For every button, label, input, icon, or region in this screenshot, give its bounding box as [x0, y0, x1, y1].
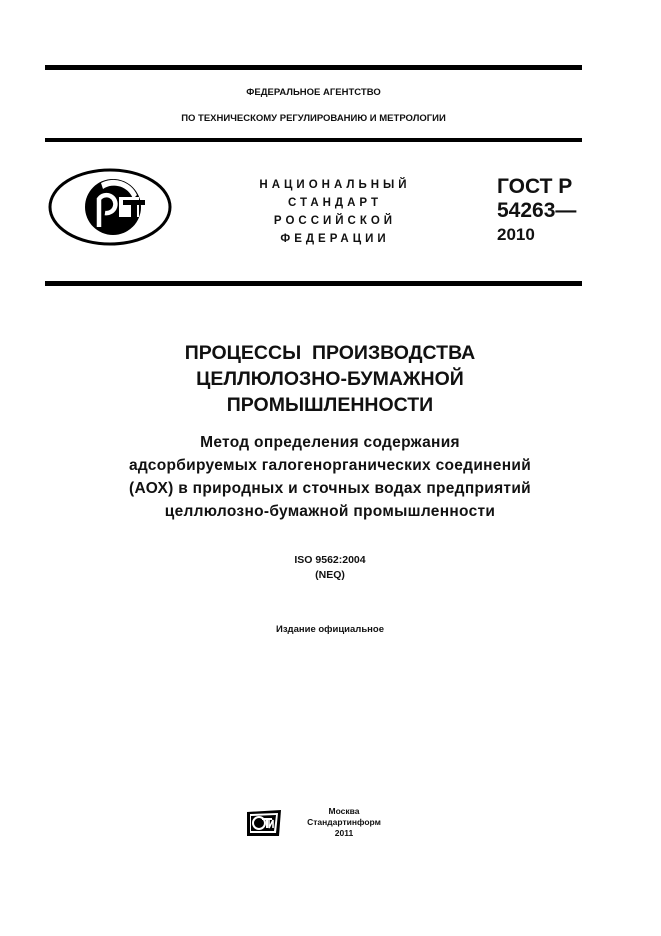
subtitle-line: адсорбируемых галогенорганических соединений	[128, 457, 532, 474]
document-subtitle	[40, 431, 620, 523]
national-standard-line: СТАНДАРТ	[288, 197, 382, 209]
subtitle-line: целлюлозно-бумажной промышленности	[164, 503, 496, 520]
agency-name-line-2: ПО ТЕХНИЧЕСКОМУ РЕГУЛИРОВАНИЮ И МЕТРОЛОГИИ	[181, 113, 446, 124]
subtitle-line: Метод определения содержания	[200, 434, 460, 451]
title-line: ПРОМЫШЛЕННОСТИ	[226, 394, 434, 416]
document-title	[45, 340, 615, 418]
publisher-year: 2011	[334, 828, 354, 838]
national-standard-line: ФЕДЕРАЦИИ	[280, 233, 390, 245]
rst-certification-mark-icon	[47, 167, 173, 247]
standartinform-logo-icon	[245, 808, 285, 838]
national-standard-label	[245, 176, 425, 248]
bottom-divider	[45, 281, 582, 286]
gost-designation	[497, 175, 576, 247]
national-standard-line: НАЦИОНАЛЬНЫЙ	[259, 179, 411, 191]
subtitle-line: (АОХ) в природных и сточных водах предприятий	[129, 480, 531, 497]
middle-divider	[45, 138, 582, 142]
title-line: ЦЕЛЛЮЛОЗНО-БУМАЖНОЙ	[196, 368, 464, 390]
iso-reference	[200, 553, 460, 583]
gost-prefix: ГОСТ Р	[497, 175, 573, 198]
edition-label: Издание официальное	[276, 624, 384, 635]
publisher-name: Стандартинформ	[307, 817, 381, 827]
iso-equivalence: (NEQ)	[315, 569, 345, 581]
title-line: ПРОЦЕССЫ ПРОИЗВОДСТВА	[184, 342, 476, 364]
iso-number: ISO 9562:2004	[294, 554, 366, 566]
top-divider	[45, 65, 582, 70]
gost-year: 2010	[497, 225, 535, 244]
publisher-info	[300, 806, 388, 839]
agency-name-line-1: ФЕДЕРАЛЬНОЕ АГЕНТСТВО	[246, 87, 381, 98]
national-standard-line: РОССИЙСКОЙ	[273, 215, 397, 227]
gost-number: 54263—	[497, 199, 577, 222]
publisher-city: Москва	[328, 806, 360, 816]
